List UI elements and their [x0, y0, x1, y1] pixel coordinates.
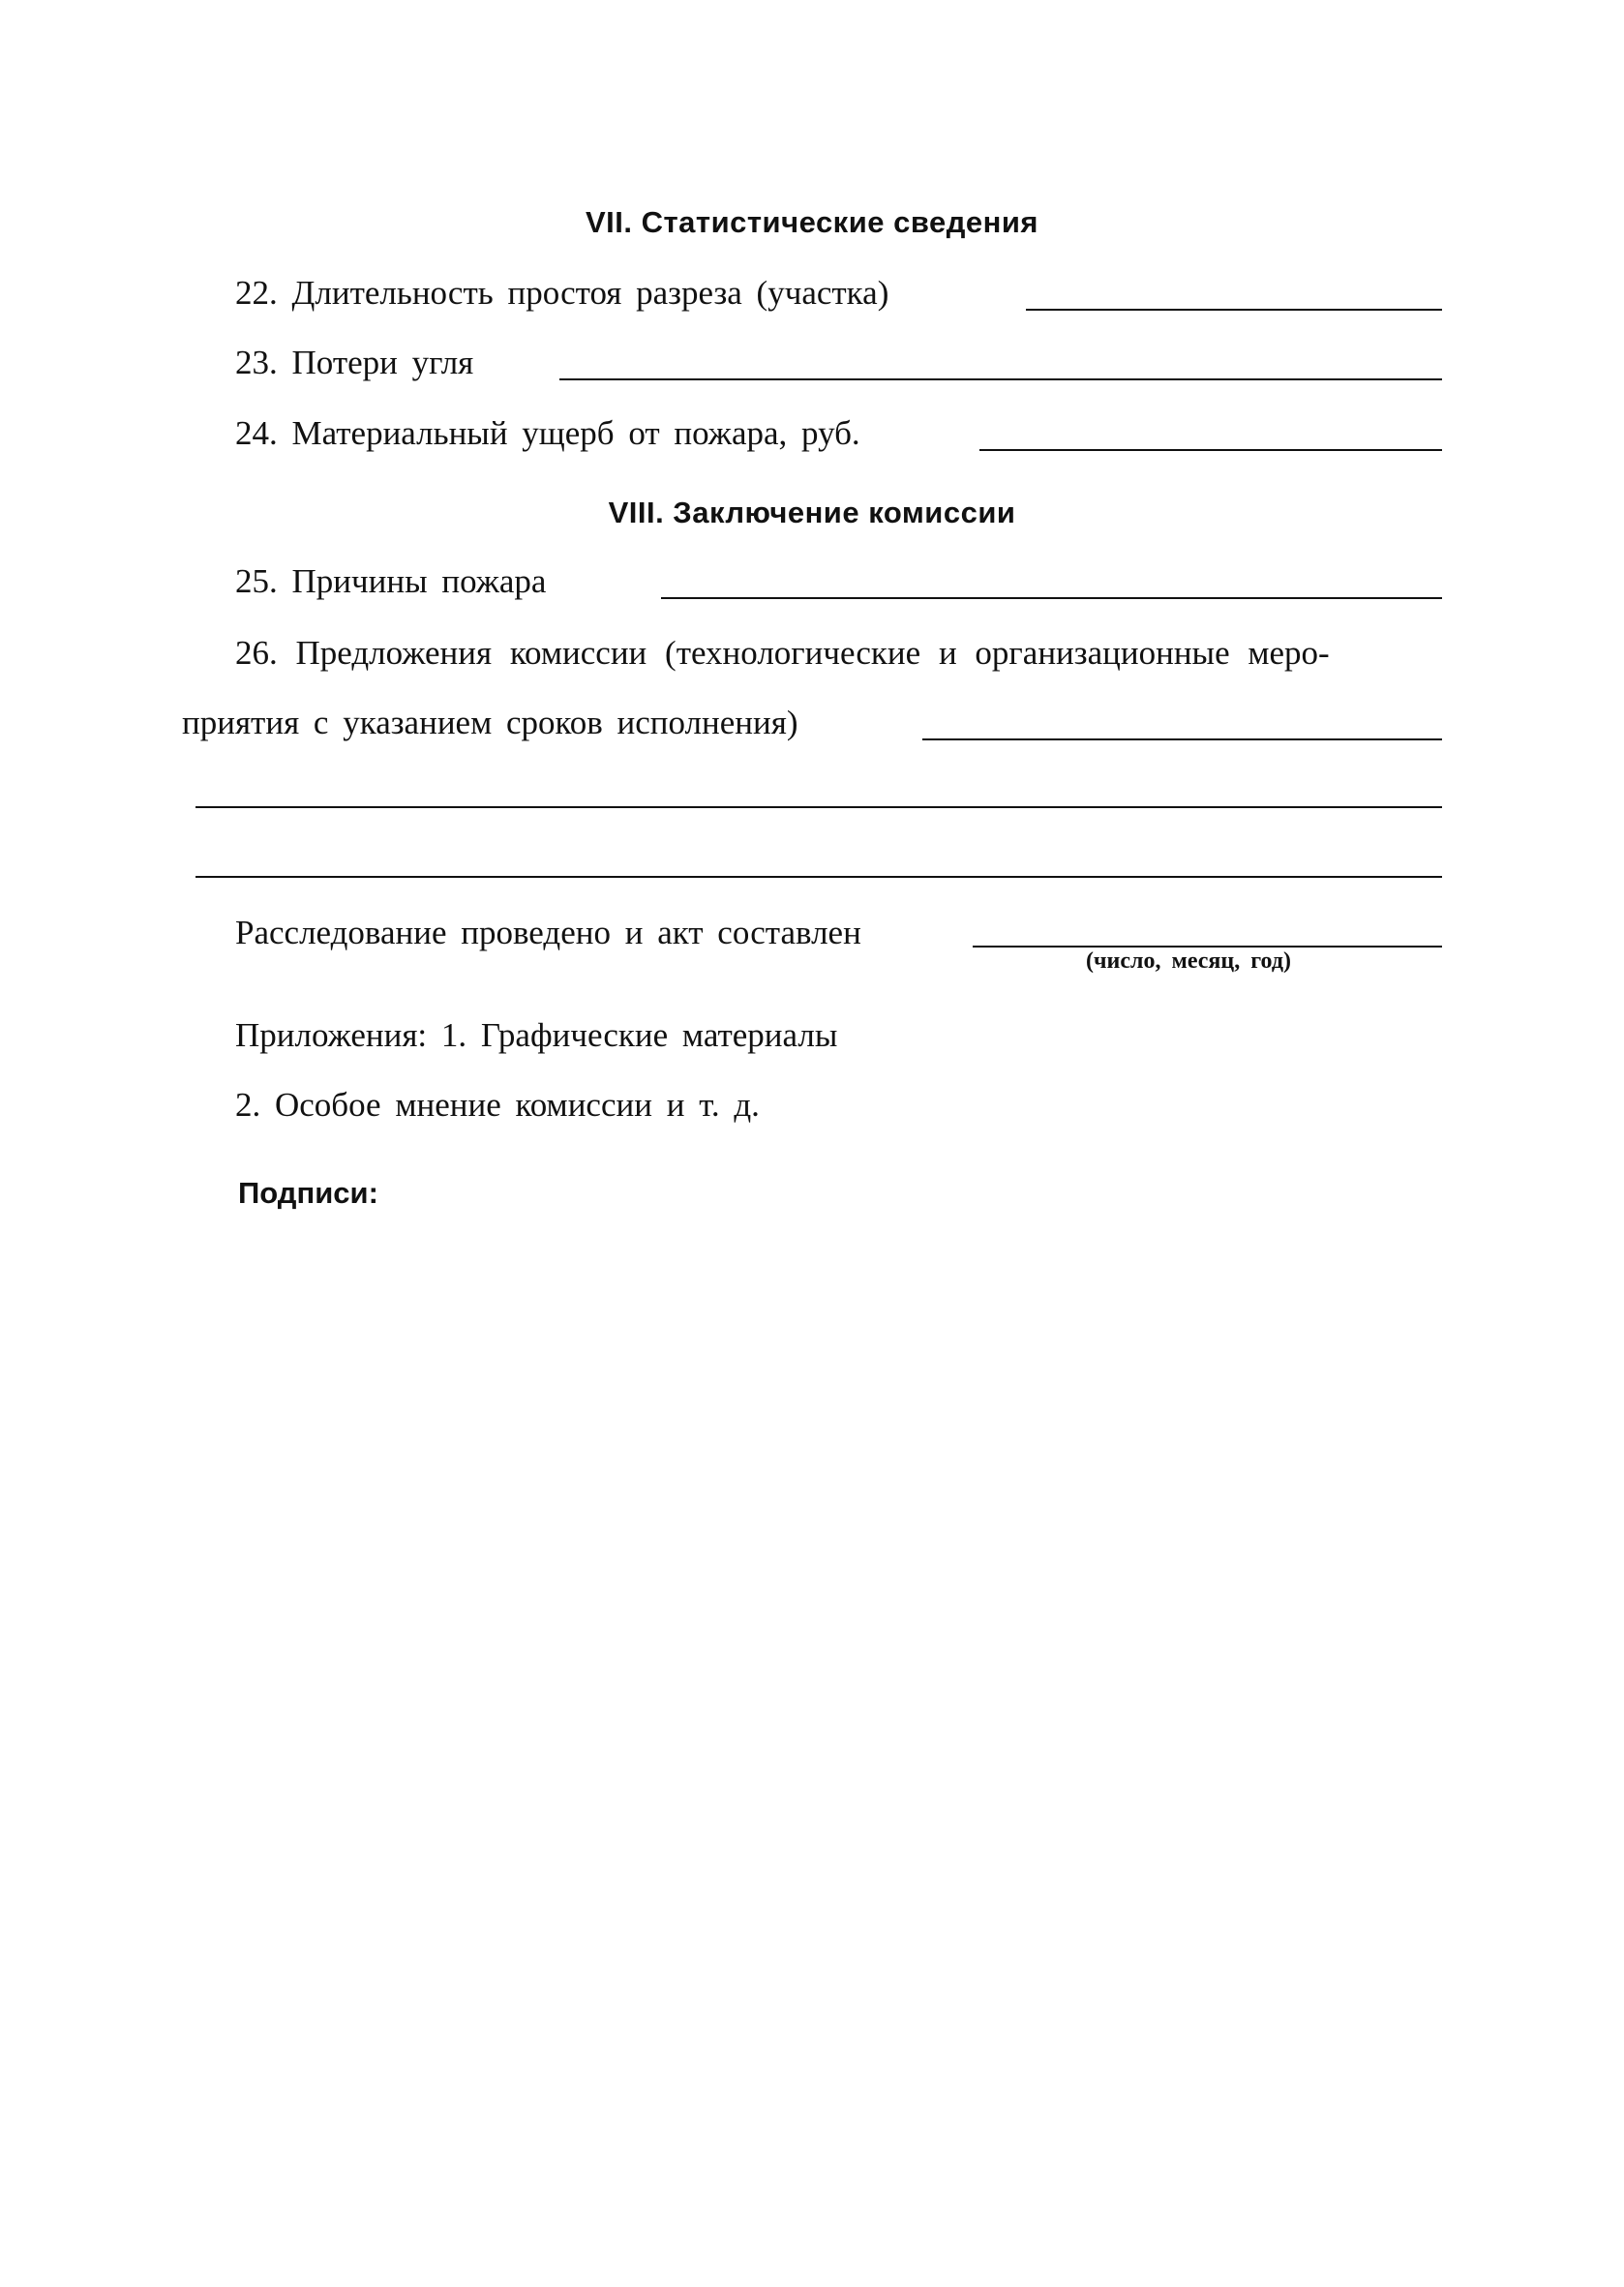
item-24-label: 24. Материальный ущерб от пожара, руб. — [235, 414, 860, 452]
section-7-heading: VII. Статистические сведения — [585, 205, 1039, 239]
signatures-label: Подписи: — [238, 1176, 378, 1210]
section-8-heading: VIII. Заключение комиссии — [608, 496, 1016, 529]
item-25-blank-line — [661, 597, 1442, 599]
item-25-label: 25. Причины пожара — [235, 562, 547, 600]
item-26-label-line-1: 26. Предложения комиссии (технологические и организационные меро- — [235, 634, 1330, 672]
item-23-blank-line — [559, 378, 1442, 380]
item-26-blank-line-2 — [195, 806, 1442, 808]
item-26-blank-line-3 — [195, 876, 1442, 878]
item-26-label-line-2: приятия с указанием сроков исполнения) — [182, 704, 798, 741]
appendix-line-1: Приложения: 1. Графические материалы — [235, 1016, 838, 1054]
item-23-label: 23. Потери угля — [235, 344, 474, 381]
item-24-blank-line — [979, 449, 1442, 451]
item-22-label: 22. Длительность простоя разреза (участка) — [235, 274, 889, 312]
date-caption: (число, месяц, год) — [1086, 948, 1291, 974]
item-22-blank-line — [1026, 309, 1442, 311]
investigation-label: Расследование проведено и акт составлен — [235, 914, 861, 951]
appendix-line-2: 2. Особое мнение комиссии и т. д. — [235, 1086, 760, 1124]
investigation-date-line — [973, 946, 1442, 948]
item-26-blank-line-1 — [922, 738, 1442, 740]
